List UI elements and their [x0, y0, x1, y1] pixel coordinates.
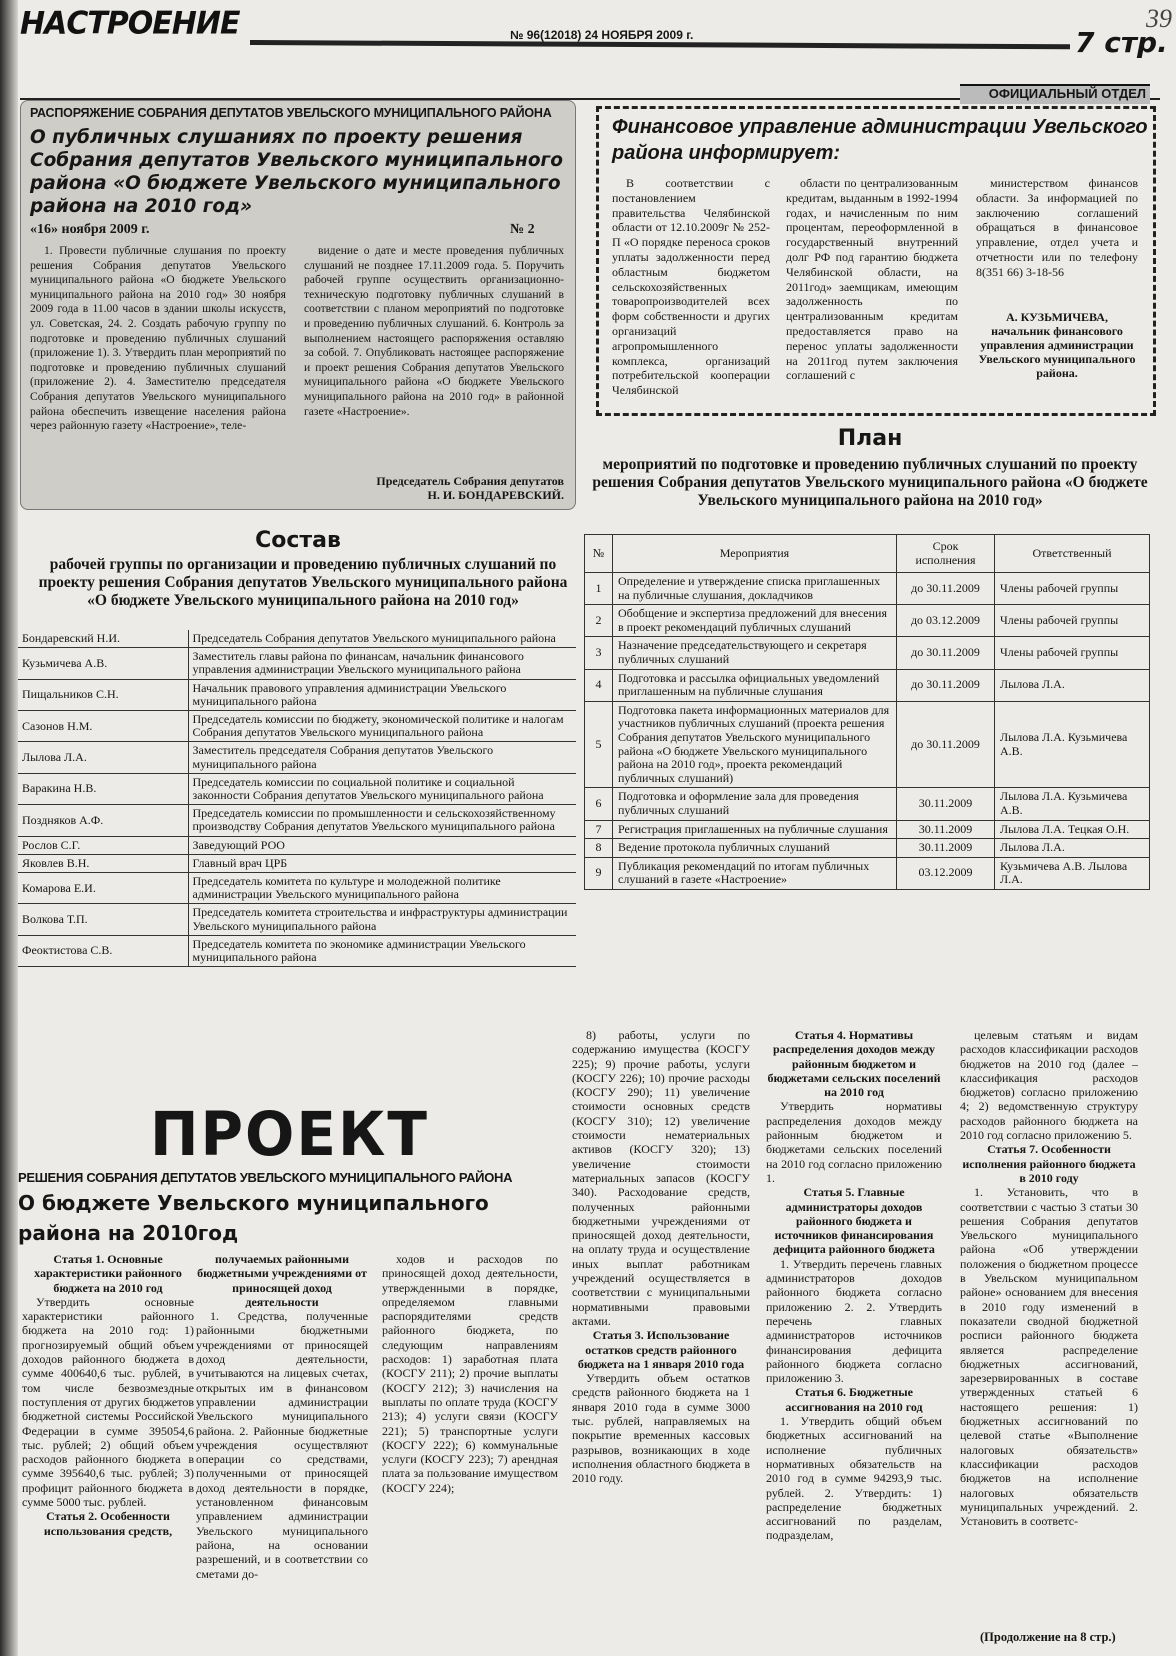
sostav-row	[18, 648, 576, 679]
sostav-row	[18, 854, 576, 872]
plan-cell-activity: Назначение председательствующего и секретаря публичных слушаний	[613, 637, 897, 669]
plan-cell-responsible: Лылова Л.А. Кузьмичева А.В.	[995, 788, 1150, 820]
plan-cell-number: 7	[585, 820, 613, 839]
plan-row	[585, 839, 1150, 858]
plan-cell-responsible: Члены рабочей группы	[995, 573, 1150, 605]
plan-col-deadline: Срок исполнения	[897, 535, 995, 573]
finance-sign-name: А. КУЗЬМИЧЕВА,	[1006, 310, 1108, 324]
sostav-cell-name: Варакина Н.В.	[18, 773, 188, 804]
plan-cell-activity: Определение и утверждение списка приглашенных на публичные слушания, докладчиков	[613, 573, 897, 605]
plan-cell-deadline: 30.11.2009	[897, 820, 995, 839]
article-1-text: Утвердить основные характеристики районного бюджета на 2010 год: 1) прогнозируемый общий объем доходов районного бюджета в сумме 400640,6 тыс. рублей, в том числе безвозмездные поступления от других бюджетов бюджетной системы Российской Федерации в сумме 395054,6 тыс. рублей; 2) общий объем расходов районного бюджета в сумме 395640,6 тыс. рублей; 3) профицит районного бюджета в сумме 5000 тыс. рублей.	[22, 1294, 194, 1510]
plan-cell-deadline: до 30.11.2009	[897, 701, 995, 788]
finance-column-1: В соответствии с постановлением правительства Челябинской области от 12.10.2009г № 252-П «О порядке переноса сроков уплаты задолженности перед областным бюджетом сельскохозяйственных товаропроизводителей всех форм собственности и других организаций агропромышленного комплекса, организаций потребительской кооперации Челябинской	[612, 176, 770, 398]
plan-cell-number: 1	[585, 573, 613, 605]
sostav-cell-name: Рослов С.Г.	[18, 836, 188, 854]
plan-col-responsible: Ответственный	[995, 535, 1150, 573]
plan-cell-responsible: Лылова Л.А. Кузьмичева А.В.	[995, 701, 1150, 788]
sostav-cell-position: Заместитель председателя Собрания депутатов Увельского муниципального района	[188, 742, 576, 773]
sostav-cell-position: Заведующий РОО	[188, 836, 576, 854]
plan-cell-activity: Публикация рекомендаций по итогам публичных слушаний в газете «Настроение»	[613, 857, 897, 889]
sostav-cell-name: Лылова Л.А.	[18, 742, 188, 773]
sostav-cell-position: Председатель комитета строительства и инфраструктуры администрации Увельского муниципального района	[188, 904, 576, 935]
sostav-row	[18, 836, 576, 854]
sostav-cell-name: Кузьмичева А.В.	[18, 648, 188, 679]
plan-cell-activity: Регистрация приглашенных на публичные слушания	[613, 820, 897, 839]
section-label: ОФИЦИАЛЬНЫЙ ОТДЕЛ	[960, 84, 1150, 104]
article-3-text: Утвердить объем остатков средств районного бюджета на 1 января 2010 года в сумме 3000 тыс. рублей, направляемых на покрытие временных кассовых разрывов, возникающих в ходе исполнения областного бюджета в 2010 году.	[572, 1371, 750, 1486]
sostav-cell-name: Комарова Е.И.	[18, 873, 188, 904]
plan-col-activity: Мероприятия	[613, 535, 897, 573]
plan-row	[585, 573, 1150, 605]
project-column-5	[766, 1028, 942, 1543]
plan-cell-activity: Подготовка и оформление зала для проведения публичных слушаний	[613, 788, 897, 820]
sostav-row	[18, 904, 576, 935]
sostav-subtitle: рабочей группы по организации и проведению публичных слушаний по проекту решения Собрания депутатов Увельского муниципального района «О бюджете Увельского муниципального района на 2010 год»	[38, 556, 568, 609]
sostav-cell-name: Сазонов Н.М.	[18, 711, 188, 742]
plan-cell-number: 4	[585, 669, 613, 701]
article-3-heading: Статья 3. Использование остатков средств районного бюджета на 1 января 2010 года	[577, 1328, 745, 1371]
plan-table	[584, 534, 1150, 890]
sostav-cell-name: Бондаревский Н.И.	[18, 630, 188, 648]
plan-title: План	[837, 426, 903, 451]
sostav-row	[18, 873, 576, 904]
plan-cell-number: 5	[585, 701, 613, 788]
plan-cell-number: 3	[585, 637, 613, 669]
project-title: ПРОЕКТ	[150, 1098, 429, 1170]
plan-cell-deadline: 30.11.2009	[897, 839, 995, 858]
plan-row	[585, 605, 1150, 637]
plan-cell-activity: Обобщение и экспертиза предложений для внесения в проект рекомендаций публичных слушаний	[613, 605, 897, 637]
sostav-row	[18, 773, 576, 804]
finance-signature	[976, 310, 1138, 380]
project-column-1	[22, 1252, 194, 1538]
sostav-cell-position: Председатель Собрания депутатов Увельского муниципального района	[188, 630, 576, 648]
article-2-heading: Статья 2. Особенности использования средств,	[43, 1509, 173, 1538]
plan-row	[585, 857, 1150, 889]
plan-row	[585, 820, 1150, 839]
article-2-heading-cont: получаемых районными бюджетными учреждениями от приносящей доход деятельности	[197, 1252, 367, 1309]
article-4-text: Утвердить нормативы распределения доходов между районным бюджетом и бюджетами сельских поселений на 2010 год согласно приложению 1.	[766, 1099, 942, 1185]
plan-cell-activity: Ведение протокола публичных слушаний	[613, 839, 897, 858]
article-6-heading: Статья 6. Бюджетные ассигнования на 2010 год	[785, 1385, 923, 1414]
sostav-cell-position: Председатель комиссии по бюджету, экономической политике и налогам Собрания депутатов Увельского муниципального района	[188, 711, 576, 742]
sostav-cell-name: Пищальников С.Н.	[18, 679, 188, 710]
plan-cell-responsible: Лылова Л.А. Тецкая О.Н.	[995, 820, 1150, 839]
sostav-cell-name: Волкова Т.П.	[18, 904, 188, 935]
plan-cell-deadline: до 30.11.2009	[897, 669, 995, 701]
sostav-cell-position: Председатель комитета по культуре и молодежной политике администрации Увельского муниципального района	[188, 873, 576, 904]
continued-note: (Продолжение на 8 стр.)	[980, 1630, 1116, 1644]
project-subtitle: О бюджете Увельского муниципального района на 2010год	[18, 1191, 489, 1245]
article-7-heading: Статья 7. Особенности исполнения районного бюджета в 2010 году	[962, 1142, 1136, 1185]
plan-row	[585, 669, 1150, 701]
sostav-cell-position: Председатель комитета по экономике администрации Увельского муниципального района	[188, 935, 576, 966]
order-sign-name: Н. И. БОНДАРЕВСКИЙ.	[427, 488, 564, 502]
article-6-text-cont: целевым статьям и видам расходов классификации расходов бюджетов на 2010 год (далее – классификация расходов бюджетов) согласно приложению 4; 2) ведомственную структуру расходов районного бюджета на 2010 год согласно приложению 5.	[960, 1028, 1138, 1143]
article-1-heading: Статья 1. Основные характеристики районного бюджета на 2010 год	[34, 1252, 182, 1295]
plan-cell-deadline: до 30.11.2009	[897, 637, 995, 669]
order-column-1: 1. Провести публичные слушания по проекту решения Собрания депутатов Увельского муниципального района «О бюджете Увельского муниципального района на 2010 год» 30 ноября 2009 года в 11.00 часов в здании школы искусств, ул. Советская, 24. 2. Создать рабочую группу по подготовке и проведению публичных слушаний (приложение 1). 3. Утвердить план мероприятий по подготовке и проведению публичных слушаний (приложение 2). 4. Заместителю председателя Собрания депутатов Увельского муниципального района обеспечить извещение населения района через районную газету «Настроение», теле-	[30, 244, 286, 433]
plan-cell-deadline: до 30.11.2009	[897, 573, 995, 605]
article-4-heading: Статья 4. Нормативы распределения доходов между районным бюджетом и бюджетами сельских поселений на 2010 год	[767, 1028, 941, 1100]
handwritten-number: 39	[1146, 4, 1172, 33]
project-column-3	[382, 1252, 558, 1495]
issue-number: № 96(12018) 24 НОЯБРЯ 2009 г.	[510, 28, 694, 42]
project-column-2	[196, 1252, 368, 1581]
sostav-row	[18, 805, 576, 836]
finance-column-2: области по централизованным кредитам, выданным в 1992-1994 годах, и начисленным по ним процентам, переоформленной в государственный внутренний долг РФ под гарантию бюджета Челябинской области, на 2011год» заемщикам, имеющим задолженность по централизованным кредитам предоставляется право на перенос уплаты задолженности на 2011год путем заключения соглашений с	[786, 176, 958, 383]
sostav-row	[18, 742, 576, 773]
order-column-2: видение о дате и месте проведения публичных слушаний не позднее 17.11.2009 года. 5. Поручить рабочей группе осуществить организационно-техническую подготовку публичных слушаний в соответствии с планом мероприятий по подготовке и проведению публичных слушаний. 6. Контроль за выполнением настоящего распоряжения оставляю за собой. 7. Опубликовать настоящее распоряжение и проект решения Собрания депутатов Увельского муниципального района «О бюджете Увельского муниципального района на 2010 год» в районной газете «Настроение».	[304, 244, 564, 418]
newspaper-masthead: НАСТРОЕНИЕ	[20, 4, 240, 42]
plan-cell-deadline: 30.11.2009	[897, 788, 995, 820]
finance-column-3: министерством финансов области. За информацией по заключению соглашений обращаться в финансовое управление, отдел учета и отчетности или по телефону 8(351 66) 3-18-56	[976, 176, 1138, 279]
plan-cell-responsible: Члены рабочей группы	[995, 637, 1150, 669]
plan-row	[585, 637, 1150, 669]
plan-cell-number: 2	[585, 605, 613, 637]
plan-subtitle: мероприятий по подготовке и проведению публичных слушаний по проекту решения Собрания депутатов Увельского муниципального района «О бюджете Увельского муниципального района на 2010 год»	[592, 456, 1148, 509]
sostav-row	[18, 630, 576, 648]
sostav-cell-name: Феоктистова С.В.	[18, 935, 188, 966]
article-5-heading: Статья 5. Главные администраторы доходов районного бюджета и источников финансирования дефицита районного бюджета	[773, 1185, 935, 1257]
finance-title: Финансовое управление администрации Увельского района информирует:	[612, 116, 1148, 164]
sostav-title: Состав	[255, 528, 341, 553]
sostav-cell-name: Яковлев В.Н.	[18, 854, 188, 872]
sostav-cell-position: Заместитель главы района по финансам, начальник финансового управления администрации Увельского муниципального района	[188, 648, 576, 679]
sostav-cell-position: Начальник правового управления администрации Увельского муниципального района	[188, 679, 576, 710]
finance-sign-role: начальник финансового управления администрации Увельского муниципального района.	[978, 324, 1136, 380]
plan-cell-activity: Подготовка пакета информационных материалов для участников публичных слушаний (проекта решения Собрания депутатов Увельского муниципального района «О бюджете Увельского муниципального района на 2010 год», проекта рекомендаций публичных слушаний)	[613, 701, 897, 788]
plan-cell-number: 9	[585, 857, 613, 889]
sostav-row	[18, 679, 576, 710]
page-number: 7 стр.	[1075, 26, 1168, 59]
plan-row	[585, 701, 1150, 788]
article-5-text: 1. Утвердить перечень главных администраторов доходов районного бюджета согласно приложению 2. 2. Утвердить перечень главных администраторов источников финансирования дефицита районного бюджета согласно приложению 3.	[766, 1256, 942, 1386]
plan-cell-number: 6	[585, 788, 613, 820]
plan-row	[585, 788, 1150, 820]
order-date: «16» ноября 2009 г.	[30, 222, 150, 237]
order-title: О публичных слушаниях по проекту решения Собрания депутатов Увельского муниципального района «О бюджете Увельского муниципального района на 2010 год»	[30, 127, 563, 217]
order-heading: РАСПОРЯЖЕНИЕ СОБРАНИЯ ДЕПУТАТОВ УВЕЛЬСКОГО МУНИЦИПАЛЬНОГО РАЙОНА	[30, 106, 552, 120]
plan-cell-responsible: Лылова Л.А.	[995, 839, 1150, 858]
plan-cell-deadline: до 03.12.2009	[897, 605, 995, 637]
plan-cell-deadline: 03.12.2009	[897, 857, 995, 889]
project-column-4	[572, 1028, 750, 1486]
plan-cell-responsible: Члены рабочей группы	[995, 605, 1150, 637]
sostav-cell-position: Главный врач ЦРБ	[188, 854, 576, 872]
plan-cell-number: 8	[585, 839, 613, 858]
project-heading: РЕШЕНИЯ СОБРАНИЯ ДЕПУТАТОВ УВЕЛЬСКОГО МУНИЦИПАЛЬНОГО РАЙОНА	[18, 1170, 513, 1185]
article-6-text: 1. Утвердить общий объем бюджетных ассигнований на исполнение публичных нормативных обязательств на 2010 год в сумме 94293,9 тыс. рублей. 2. Утвердить: 1) распределение бюджетных ассигнований по разделам, подразделам,	[766, 1414, 942, 1543]
article-2-list-cont: 8) работы, услуги по содержанию имущества (КОСГУ 225); 9) прочие работы, услуги (КОСГУ 226); 10) прочие расходы (КОСГУ 290); 11) увеличение стоимости основных средств (КОСГУ 310); 12) увеличение стоимости нематериальных активов (КОСГУ 320); 13) увеличение стоимости материальных запасов (КОСГУ 340). Расходование средств, полученных районными бюджетными учреждениями от приносящей доход деятельности, на оплату труда и осуществление иных выплат работникам учреждений осуществляется в соответствии с муниципальными нормативными правовыми актами.	[572, 1028, 750, 1328]
order-sign-role: Председатель Собрания депутатов	[376, 474, 564, 488]
project-column-6	[960, 1028, 1138, 1528]
article-2-text: 1. Средства, полученные районными бюджетными учреждениями от приносящей доход деятельности, учитываются на лицевых счетах, открытых им в финансовом управлении администрации Увельского муниципального района. 2. Районные бюджетные учреждения осуществляют операции со средствами, полученными от приносящей доход деятельности в порядке, установленном финансовым управлением администрации Увельского муниципального района, на основании разрешений, и в соответствии со сметами до-	[196, 1309, 368, 1581]
sostav-cell-position: Председатель комиссии по промышленности и сельскохозяйственному производству Собрания депутатов Увельского муниципального района	[188, 805, 576, 836]
sostav-cell-name: Поздняков А.Ф.	[18, 805, 188, 836]
sostav-row	[18, 711, 576, 742]
article-7-text: 1. Установить, что в соответствии с частью 3 статьи 30 решения Собрания депутатов Увельского муниципального района «Об утверждении положения о бюджетном процессе в Увельском муниципальном районе» основанием для внесения в 2010 году изменений в показатели сводной бюджетной росписи районного бюджета является распределение бюджетных ассигнований, зарезервированных в составе утвержденных статьей 6 настоящего решения: 1) бюджетных ассигнований по целевой статье «Выполнение налоговых обязательств» классификации расходов бюджетов на исполнение налоговых обязательств муниципальных учреждений. 2. Установить в соответс-	[960, 1185, 1138, 1529]
plan-col-number: №	[585, 535, 613, 573]
plan-cell-responsible: Кузьмичева А.В. Лылова Л.А.	[995, 857, 1150, 889]
order-signature	[320, 474, 564, 502]
sostav-row	[18, 935, 576, 966]
order-number: № 2	[510, 222, 535, 237]
sostav-table	[18, 630, 576, 967]
article-2-list: ходов и расходов по приносящей доход деятельности, утвержденными в порядке, определяемом главными распорядителями средств районного бюджета, по следующим направлениям расходов: 1) заработная плата (КОСГУ 211); 2) прочие выплаты (КОСГУ 212); 3) начисления на выплаты по оплате труда (КОСГУ 213); 4) услуги связи (КОСГУ 221); 5) транспортные услуги (КОСГУ 222); 6) коммунальные услуги (КОСГУ 223); 7) арендная плата за пользование имуществом (КОСГУ 224);	[382, 1252, 558, 1495]
plan-cell-responsible: Лылова Л.А.	[995, 669, 1150, 701]
sostav-cell-position: Председатель комиссии по социальной политике и социальной законности Собрания депутатов Увельского муниципального района	[188, 773, 576, 804]
plan-cell-activity: Подготовка и рассылка официальных уведомлений приглашенным на публичные слушания	[613, 669, 897, 701]
scan-edge	[0, 0, 18, 1656]
